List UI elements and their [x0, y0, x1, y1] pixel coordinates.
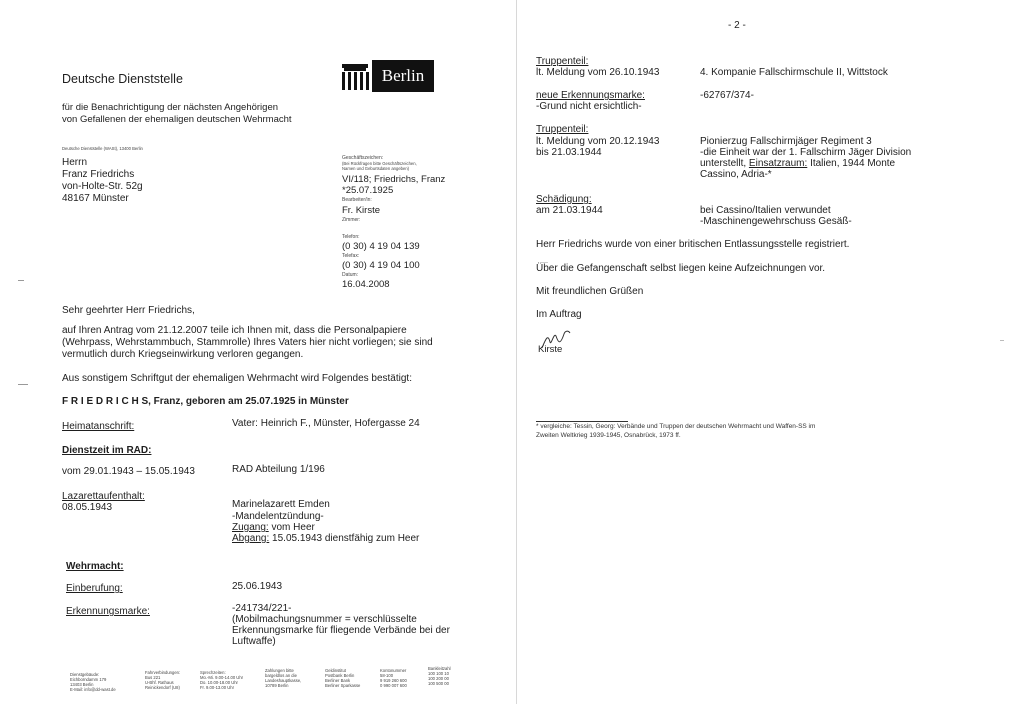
gz-value-2: *25.07.1925	[342, 185, 394, 196]
letter-greeting: Sehr geehrter Herr Friedrichs,	[62, 305, 195, 316]
bearbeiter-value: Fr. Kirste	[342, 205, 381, 216]
telefon-label: Telefon:	[342, 234, 360, 240]
footer-col-4: Zahlungen bitte bargeldlos an die Landeshauptkasse, 10789 Berlin	[265, 668, 302, 688]
schaedigung-date: am 21.03.1944	[536, 205, 603, 216]
recipient-street: von-Holte-Str. 52g	[62, 181, 143, 192]
abgang-row	[232, 533, 419, 546]
truppenteil-2-unit: Pionierzug Fallschirmjäger Regiment 3	[700, 136, 872, 147]
footer-col-6: Kontonummer 58-100 9 919 260 600 0 990 007 600	[380, 668, 407, 688]
erkennungsmarke-value: -62767/374-	[700, 90, 754, 101]
lazarett-label: Lazarettaufenthalt:	[62, 491, 145, 502]
telefax-label: Telefax:	[342, 253, 360, 259]
punch-mark	[18, 384, 28, 385]
erkennungsmarke-reason: -Grund nicht ersichtlich-	[536, 101, 642, 112]
truppenteil-2-date: lt. Meldung vom 20.12.1943	[536, 136, 660, 147]
truppenteil-label-1: Truppenteil:	[536, 56, 589, 67]
authority-title: Deutsche Dienststelle	[62, 72, 183, 86]
lazarett-line1: Marinelazarett Emden	[232, 499, 330, 510]
truppenteil-1-date: lt. Meldung vom 26.10.1943	[536, 67, 660, 78]
recipient-city: 48167 Münster	[62, 193, 129, 204]
letter-para2: Aus sonstigem Schriftgut der ehemaligen Wehrmacht wird Folgendes bestätigt:	[62, 373, 412, 384]
einsatzraum-place: Cassino, Adria-*	[700, 169, 772, 180]
schaedigung-place: bei Cassino/Italien verwundet	[700, 205, 831, 216]
erkennung-line4: Luftwaffe)	[232, 636, 276, 647]
schaedigung-injury: -Maschinengewehrschuss Gesäß-	[700, 216, 852, 227]
erkennung-label: Erkennungsmarke:	[66, 606, 150, 617]
gz-hint-2: Namen und Geburtsdaten angeben)	[342, 166, 410, 171]
footer-col-1: Dienstgebäude: Eichborndamm 179 13403 Berlin E-Mail: info@dd-wast.de	[70, 672, 116, 692]
rad-heading: Dienstzeit im RAD:	[62, 445, 152, 456]
einsatzraum-label: Einsatzraum:	[748, 158, 808, 169]
person-heading: F R I E D R I C H S, Franz, geboren am 25.07.1925 in Münster	[62, 396, 349, 407]
footer-col-7: Bankleitzahl 100 100 10 100 200 00 100 500 00	[428, 666, 451, 686]
zugang-label: Zugang:	[232, 522, 269, 533]
authority-subtitle-1: für die Benachrichtigung der nächsten Angehörigen	[62, 102, 279, 113]
rad-dates: vom 29.01.1943 – 15.05.1943	[62, 466, 195, 477]
footnote-divider	[536, 421, 628, 422]
footnote-line2: Zweiten Weltkrieg 1939-1945, Osnabrück, 1973 ff.	[536, 432, 681, 439]
abgang-label: Abgang:	[232, 533, 270, 544]
gz-hint-1: (Bei Rückfragen bitte Geschäftszeichen,	[342, 161, 417, 166]
registration-note: Herr Friedrichs wurde von einer britischen Entlassungsstelle registriert.	[536, 239, 850, 250]
truppenteil-1-unit: 4. Kompanie Fallschirmschule II, Wittstock	[700, 67, 888, 78]
erkennung-line2: (Mobilmachungsnummer = verschlüsselte	[232, 614, 417, 625]
fold-mark-right	[540, 262, 548, 263]
einberufung-label: Einberufung:	[66, 583, 123, 594]
fold-mark	[18, 280, 24, 281]
datum-value: 16.04.2008	[342, 279, 390, 290]
heimat-value: Vater: Heinrich F., Münster, Hofergasse 24	[232, 418, 420, 429]
letter-para1-line3: vermutlich durch Kriegseinwirkung verloren gegangen.	[62, 349, 304, 360]
berlin-logo	[338, 60, 434, 92]
truppenteil-2-until: bis 21.03.1944	[536, 147, 602, 158]
gz-value-1: VI/118; Friedrichs, Franz	[342, 174, 446, 185]
bearbeiter-label: Bearbeiter/in:	[342, 197, 372, 203]
rad-value: RAD Abteilung 1/196	[232, 464, 325, 475]
closing: Mit freundlichen Grüßen	[536, 286, 644, 297]
footer-col-5: Geldinstitut Postbank Berlin Berliner Bank Berliner Sparkasse	[325, 668, 361, 688]
footer-col-3: Sprechzeiten: Mo.-Mi. 9.00-14.00 Uhr Do. 10.00-18.00 Uhr Fr. 9.00-13.00 Uhr	[200, 670, 244, 690]
einsatzraum-row: unterstellt, Einsatzraum: Italien, 1944 Monte	[700, 158, 896, 169]
captivity-note: Über die Gefangenschaft selbst liegen keine Aufzeichnungen vor.	[536, 263, 826, 274]
berlin-bear-emblem-icon	[338, 60, 372, 92]
lazarett-line2: -Mandelentzündung-	[232, 511, 324, 522]
sender-line: Deutsche Dienststelle (WASt), 13400 Berlin	[62, 146, 143, 151]
letter-para1-line1: auf Ihren Antrag vom 21.12.2007 teile ich Ihnen mit, dass die Personalpapiere	[62, 325, 407, 336]
erkennung-line3: Erkennungsmarke für fliegende Verbände bei der	[232, 625, 450, 636]
footer-col-2: Fahrverbindungen: Bus 221 U-Bhf. Rathaus Reinickendorf (U8)	[145, 670, 181, 690]
erkennungsmarke-label: neue Erkennungsmarke:	[536, 90, 645, 101]
letter-para1-line2: (Wehrpass, Wehrstammbuch, Stammrolle) Ihres Vaters hier nicht vorliegen; sie sind	[62, 337, 433, 348]
heimat-label: Heimatanschrift:	[62, 421, 135, 432]
telefax-value: (0 30) 4 19 04 100	[342, 260, 420, 271]
truppenteil-2-division: -die Einheit war der 1. Fallschirm Jäger Division	[700, 147, 912, 158]
footnote-line1: * vergleiche: Tessin, Georg: Verbände und Truppen der deutschen Wehrmacht und Waffen-SS im	[536, 423, 816, 430]
lazarett-date: 08.05.1943	[62, 502, 113, 513]
page-number: - 2 -	[728, 20, 746, 31]
einberufung-value: 25.06.1943	[232, 581, 283, 592]
truppenteil-label-2: Truppenteil:	[536, 124, 589, 135]
authority-subtitle-2: von Gefallenen der ehemaligen deutschen Wehrmacht	[62, 114, 292, 125]
edge-mark-right	[1000, 340, 1004, 341]
recipient-name: Franz Friedrichs	[62, 169, 135, 180]
signature-name: Kirste	[538, 344, 563, 355]
datum-label: Datum:	[342, 272, 359, 278]
gz-label: Geschäftszeichen:	[342, 155, 384, 161]
logo-wordmark: Berlin	[372, 60, 434, 92]
zimmer-label: Zimmer:	[342, 217, 361, 223]
zugang-value: vom Heer	[271, 522, 315, 533]
page-divider	[516, 0, 517, 704]
im-auftrag: Im Auftrag	[536, 309, 582, 320]
abgang-value: 15.05.1943 dienstfähig zum Heer	[272, 533, 420, 544]
recipient-salutation: Herrn	[62, 157, 88, 168]
erkennung-line1: -241734/221-	[232, 603, 292, 614]
schaedigung-label: Schädigung:	[536, 194, 592, 205]
wehrmacht-heading: Wehrmacht:	[66, 561, 124, 572]
telefon-value: (0 30) 4 19 04 139	[342, 241, 420, 252]
